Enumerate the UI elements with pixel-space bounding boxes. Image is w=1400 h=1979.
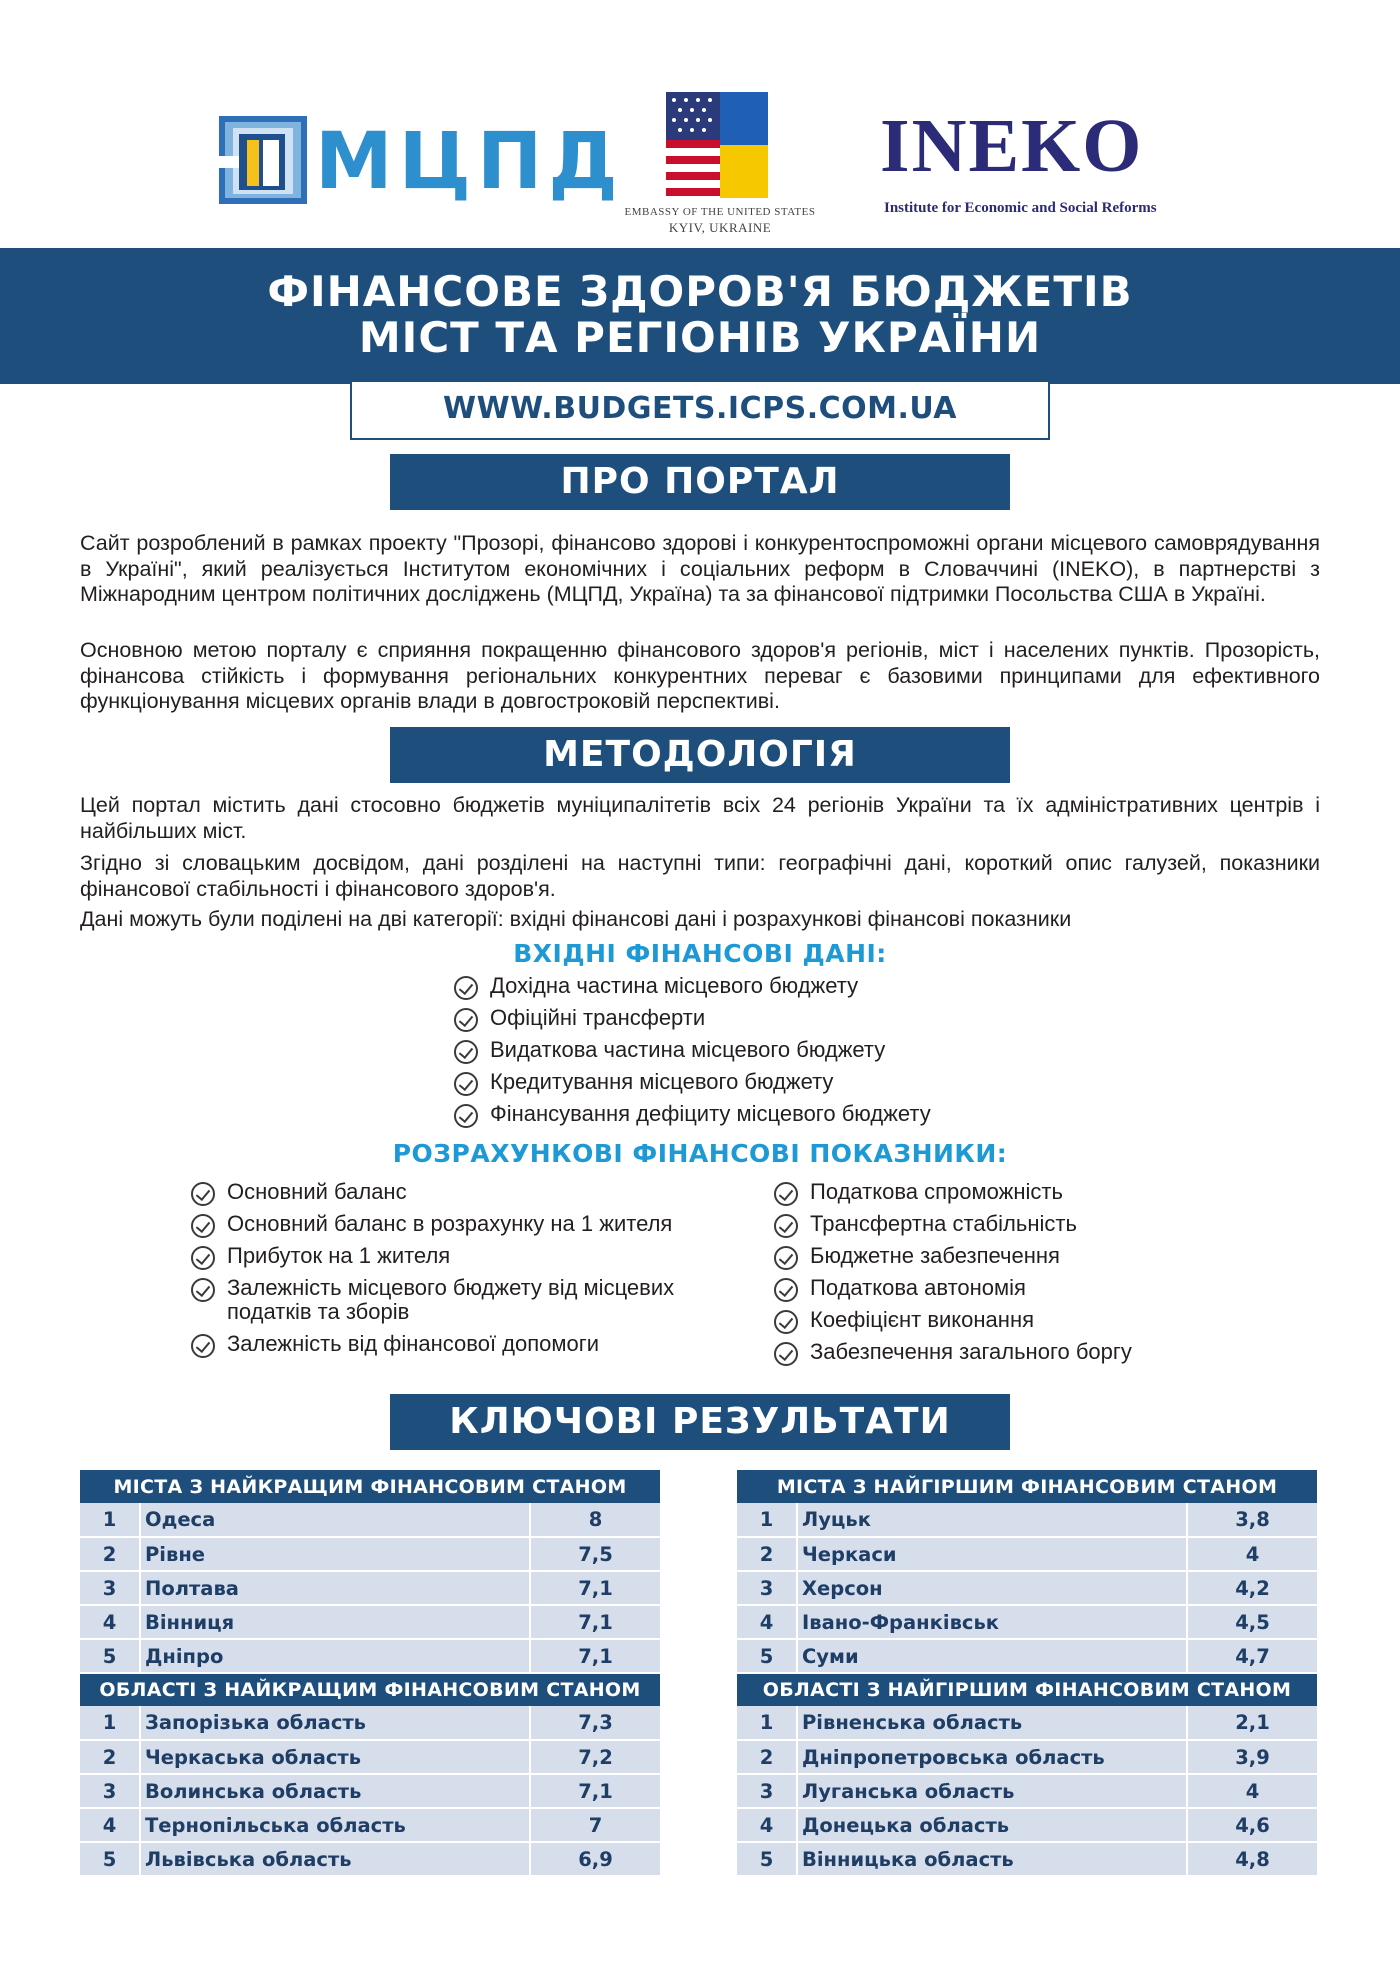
list-item: Залежність від фінансової допомоги	[191, 1332, 731, 1356]
logos-header	[0, 0, 1400, 248]
check-circle-icon	[774, 1310, 798, 1334]
ineko-logo-text: INEKO	[880, 104, 1144, 188]
embassy-logo	[620, 88, 820, 238]
list-item: Офіційні трансферти	[454, 1006, 1054, 1030]
icps-logo-mark	[219, 116, 307, 204]
calculated-indicators-list-left	[191, 1180, 731, 1364]
list-item: Прибуток на 1 жителя	[191, 1244, 731, 1268]
check-circle-icon	[774, 1182, 798, 1206]
table-row: 3 Луганська область 4	[737, 1774, 1317, 1808]
check-circle-icon	[191, 1214, 215, 1238]
check-circle-icon	[774, 1342, 798, 1366]
list-item: Трансфертна стабільність	[774, 1212, 1274, 1236]
input-data-list	[454, 974, 1054, 1134]
table-row: 3 Полтава 7,1	[80, 1571, 660, 1605]
table-row: 5 Вінницька область 4,8	[737, 1842, 1317, 1876]
results-heading: КЛЮЧОВІ РЕЗУЛЬТАТИ	[390, 1394, 1010, 1450]
list-item: Дохідна частина місцевого бюджету	[454, 974, 1054, 998]
table-row: 1 Одеса 8	[80, 1503, 660, 1537]
about-paragraph-2: Основною метою порталу є сприяння покращенню фінансового здоров'я регіонів, міст і населених пунктів. Прозорість, фінансова стійкість і формування регіональних конкурентних переваг є базовими принципами для ефективного функціонування місцевих органів влади в довгостроковій перспективі.	[80, 638, 1320, 713]
table-row: 5 Дніпро 7,1	[80, 1639, 660, 1673]
check-circle-icon	[454, 1008, 478, 1032]
about-heading: ПРО ПОРТАЛ	[390, 454, 1010, 510]
worst-cities-title: МІСТА З НАЙГІРШИМ ФІНАНСОВИМ СТАНОМ	[737, 1470, 1317, 1503]
table-row: 4 Івано-Франківськ 4,5	[737, 1605, 1317, 1639]
list-item: Забезпечення загального боргу	[774, 1340, 1274, 1364]
table-row: 1 Запорізька область 7,3	[80, 1706, 660, 1740]
check-circle-icon	[191, 1182, 215, 1206]
list-item: Податкова автономія	[774, 1276, 1274, 1300]
check-circle-icon	[191, 1334, 215, 1358]
check-circle-icon	[454, 1072, 478, 1096]
table-row: 3 Херсон 4,2	[737, 1571, 1317, 1605]
list-item: Бюджетне забезпечення	[774, 1244, 1274, 1268]
table-row: 1 Рівненська область 2,1	[737, 1706, 1317, 1740]
check-circle-icon	[774, 1214, 798, 1238]
page-title-line2: МІСТ ТА РЕГІОНІВ УКРАЇНИ	[358, 313, 1042, 362]
input-data-heading: ВХІДНІ ФІНАНСОВІ ДАНІ:	[513, 939, 887, 968]
methodology-heading: МЕТОДОЛОГІЯ	[390, 727, 1010, 783]
title-banner	[0, 248, 1400, 384]
table-row: 1 Луцьк 3,8	[737, 1503, 1317, 1537]
check-circle-icon	[774, 1278, 798, 1302]
list-item: Податкова спроможність	[774, 1180, 1274, 1204]
list-item: Основний баланс	[191, 1180, 731, 1204]
methodology-paragraph-1: Цей портал містить дані стосовно бюджетів муніципалітетів всіх 24 регіонів України та їх адміністративних центрів і найбільших міст.	[80, 793, 1320, 843]
list-item: Основний баланс в розрахунку на 1 жителя	[191, 1212, 731, 1236]
table-row: 4 Донецька область 4,6	[737, 1808, 1317, 1842]
methodology-paragraph-3: Дані можуть були поділені на дві категорії: вхідні фінансові дані і розрахункові фінансові показники	[80, 907, 1072, 931]
table-row: 2 Дніпропетровська область 3,9	[737, 1740, 1317, 1774]
methodology-paragraph-2: Згідно зі словацьким досвідом, дані розділені на наступні типи: географічні дані, короткий опис галузей, показники фінансової стабільності і фінансового здоров'я.	[80, 851, 1320, 901]
list-item: Фінансування дефіциту місцевого бюджету	[454, 1102, 1054, 1126]
worst-regions-title: ОБЛАСТІ З НАЙГІРШИМ ФІНАНСОВИМ СТАНОМ	[737, 1673, 1317, 1706]
best-regions-title: ОБЛАСТІ З НАЙКРАЩИМ ФІНАНСОВИМ СТАНОМ	[80, 1673, 660, 1706]
calculated-indicators-list-right	[774, 1180, 1274, 1372]
table-row: 5 Суми 4,7	[737, 1639, 1317, 1673]
page-title-line1: ФІНАНСОВЕ ЗДОРОВ'Я БЮДЖЕТІВ	[267, 267, 1133, 316]
about-paragraph-1: Сайт розроблений в рамках проекту "Прозорі, фінансово здорові і конкурентоспроможні органи місцевого самоврядування в Україні", який реалізується Інститутом економічних і соціальних реформ в Словаччині (INEKO), в партнерстві з Міжнародним центром політичних досліджень (МЦПД, Україна) та за фінансової підтримки Посольства США в Україні.	[80, 531, 1320, 606]
table-row: 2 Рівне 7,5	[80, 1537, 660, 1571]
us-ukraine-flags-icon	[666, 92, 768, 198]
table-row: 2 Черкаська область 7,2	[80, 1740, 660, 1774]
check-circle-icon	[774, 1246, 798, 1270]
table-row: 3 Волинська область 7,1	[80, 1774, 660, 1808]
check-circle-icon	[191, 1278, 215, 1302]
list-item: Коефіцієнт виконання	[774, 1308, 1274, 1332]
table-row: 2 Черкаси 4	[737, 1537, 1317, 1571]
check-circle-icon	[191, 1246, 215, 1270]
best-results-table	[80, 1470, 660, 1877]
embassy-city: KYIV, UKRAINE	[668, 220, 772, 235]
icps-logo	[219, 116, 624, 207]
list-item: Кредитування місцевого бюджету	[454, 1070, 1054, 1094]
table-row: 5 Львівська область 6,9	[80, 1842, 660, 1876]
check-circle-icon	[454, 976, 478, 1000]
check-circle-icon	[454, 1104, 478, 1128]
icps-logo-text: МЦПД	[315, 117, 624, 207]
worst-results-table	[737, 1470, 1317, 1877]
ineko-logo	[880, 104, 1180, 224]
portal-url: WWW.BUDGETS.ICPS.COM.UA	[350, 382, 1050, 440]
calculated-indicators-heading: РОЗРАХУНКОВІ ФІНАНСОВІ ПОКАЗНИКИ:	[392, 1139, 1008, 1168]
table-row: 4 Тернопільська область 7	[80, 1808, 660, 1842]
best-cities-title: МІСТА З НАЙКРАЩИМ ФІНАНСОВИМ СТАНОМ	[80, 1470, 660, 1503]
ineko-subtitle: Institute for Economic and Social Reforms	[884, 200, 1157, 216]
table-row: 4 Вінниця 7,1	[80, 1605, 660, 1639]
list-item: Залежність місцевого бюджету від місцевих податків та зборів	[191, 1276, 711, 1324]
list-item: Видаткова частина місцевого бюджету	[454, 1038, 1054, 1062]
check-circle-icon	[454, 1040, 478, 1064]
embassy-name: EMBASSY OF THE UNITED STATES	[624, 206, 816, 218]
